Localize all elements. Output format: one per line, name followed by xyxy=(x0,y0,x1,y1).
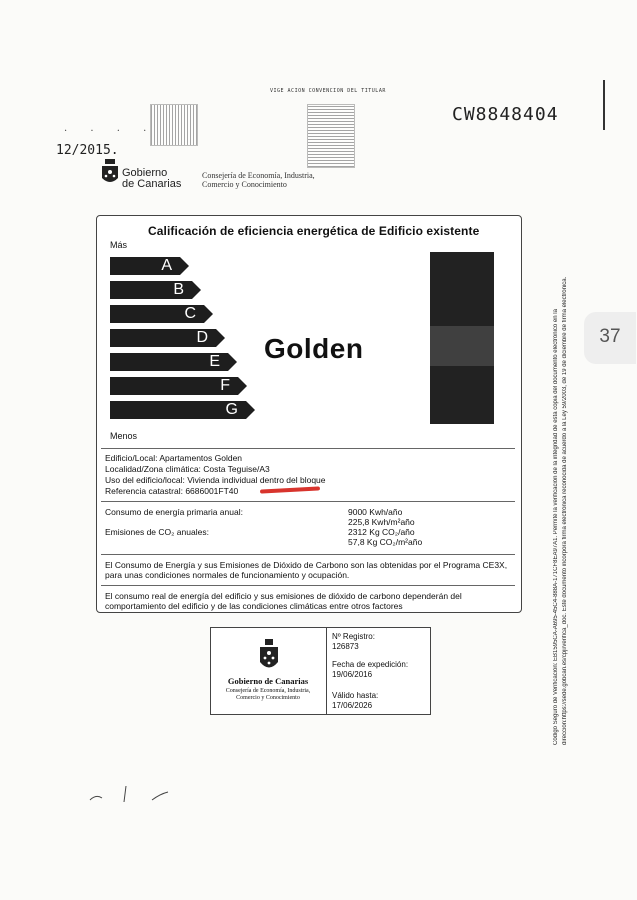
energy-bar-arrow xyxy=(228,353,237,371)
note1-line1: El Consumo de Energía y sus Emisiones de Dióxido de Carbono son las obtenidas por el Programa CE3X, xyxy=(105,560,508,570)
more-label: Más xyxy=(110,240,128,250)
handwritten-mark xyxy=(86,780,176,810)
note2-line2: comportamiento del edificio y de las condiciones climáticas entre otros factores xyxy=(105,601,403,611)
energy-bar-arrow xyxy=(192,281,201,299)
divider xyxy=(101,501,515,502)
margin-line xyxy=(603,80,605,130)
consejeria-line2: Comercio y Conocimiento xyxy=(202,180,287,189)
energy-bar-letter: C xyxy=(184,305,196,322)
energy-bar-arrow xyxy=(180,257,189,275)
energy-bar-letter: A xyxy=(161,257,172,274)
note2-line1: El consumo real de energía del edificio y sus emisiones de dióxido de carbono dependerán del xyxy=(105,591,462,601)
localidad-line: Localidad/Zona climática: Costa Teguise/A3 xyxy=(105,464,270,474)
valido-label: Válido hasta: xyxy=(332,691,379,700)
valido-value: 17/06/2026 xyxy=(332,701,373,710)
header-small-print: VIGE ACION CONVENCION DEL TITULAR xyxy=(270,88,386,94)
registration-consejeria-line2: Comercio y Conocimiento xyxy=(236,695,300,701)
building-name-label: Golden xyxy=(264,333,364,364)
government-name xyxy=(122,168,181,190)
fecha-value: 19/06/2016 xyxy=(332,670,373,679)
page-number: 37 xyxy=(599,326,621,347)
consejeria-header xyxy=(202,171,315,189)
handwritten-date: 12/2015. xyxy=(56,143,119,158)
primary-energy-label: Consumo de energía primaria anual: xyxy=(105,507,243,517)
energy-bar-c xyxy=(110,305,213,323)
fecha-label: Fecha de expedición: xyxy=(332,660,409,669)
registro-value: 126873 xyxy=(332,642,359,651)
registration-gov-name: Gobierno de Canarias xyxy=(227,676,309,686)
energy-bar-letter: D xyxy=(196,329,208,346)
uso-line: Uso del edificio/local: Vivienda individual dentro del bloque xyxy=(105,475,326,485)
government-name-line2: de Canarias xyxy=(122,178,182,190)
consejeria-line1: Consejería de Economía, Industria, xyxy=(202,171,315,180)
energy-bar-letter: B xyxy=(173,281,184,298)
serial-number: CW8848404 xyxy=(452,104,559,125)
primary-energy-m2-value: 225,8 Kwh/m²año xyxy=(348,517,415,527)
emissions-m2-value: 57,8 Kg CO₂/m²año xyxy=(348,537,423,547)
energy-bar-arrow xyxy=(246,401,255,419)
energy-bar-d xyxy=(110,329,225,347)
registration-divider xyxy=(326,627,327,715)
energy-bar-arrow xyxy=(238,377,247,395)
note1-line2: para unas condiciones normales de funcionamiento y ocupación. xyxy=(105,570,350,580)
divider xyxy=(101,585,515,586)
certificate-title: Calificación de eficiencia energética de Edificio existente xyxy=(148,224,480,238)
government-name-line1: Gobierno xyxy=(122,167,168,179)
referencia-line: Referencia catastral: 6686001FT40 xyxy=(105,486,239,496)
verification-text-line1: Código Seguro de Verificación: EB1595CA-A695-45C4-888A-171CF8EA97A1. Permite la verificación de la integridad de esta copia del documento electrónico en la xyxy=(553,309,559,745)
energy-bar-f xyxy=(110,377,247,395)
emissions-value: 2312 Kg CO₂/año xyxy=(348,527,415,537)
energy-bar-letter: E xyxy=(209,353,220,370)
registration-consejeria-line1: Consejería de Economía, Industria, xyxy=(225,688,311,694)
primary-energy-value: 9000 Kwh/año xyxy=(348,507,403,517)
energy-bar-arrow xyxy=(204,305,213,323)
building-photo xyxy=(430,252,494,424)
energy-bar-arrow xyxy=(216,329,225,347)
less-label: Menos xyxy=(110,431,138,441)
energy-bar-letter: F xyxy=(220,377,230,394)
canarias-crest-icon xyxy=(259,638,279,674)
canarias-crest-icon xyxy=(100,158,120,188)
registration-consejeria xyxy=(212,688,324,702)
energy-bar-letter: G xyxy=(225,401,238,418)
divider xyxy=(101,448,515,449)
verification-text-line2: dirección:https://sede.gobcan.es/cpji/verifica_doc. Este documento incorpora firma electrónica reconocida de acuerdo a la Ley 59/2003, de 19 de diciembre de firma electrónica. xyxy=(562,276,568,745)
energy-bar-a xyxy=(110,257,189,275)
energy-bar-b xyxy=(110,281,201,299)
coat-of-arms-stamp xyxy=(307,104,355,168)
energy-bar-e xyxy=(110,353,237,371)
edificio-line: Edificio/Local: Apartamentos Golden xyxy=(105,453,243,463)
official-stamp-left xyxy=(150,104,198,146)
energy-bar-g xyxy=(110,401,255,419)
emissions-label: Emisiones de CO₂ anuales: xyxy=(105,527,209,537)
divider xyxy=(101,554,515,555)
handwritten-dots: . . . . xyxy=(64,123,157,134)
registro-label: Nº Registro: xyxy=(332,632,375,641)
